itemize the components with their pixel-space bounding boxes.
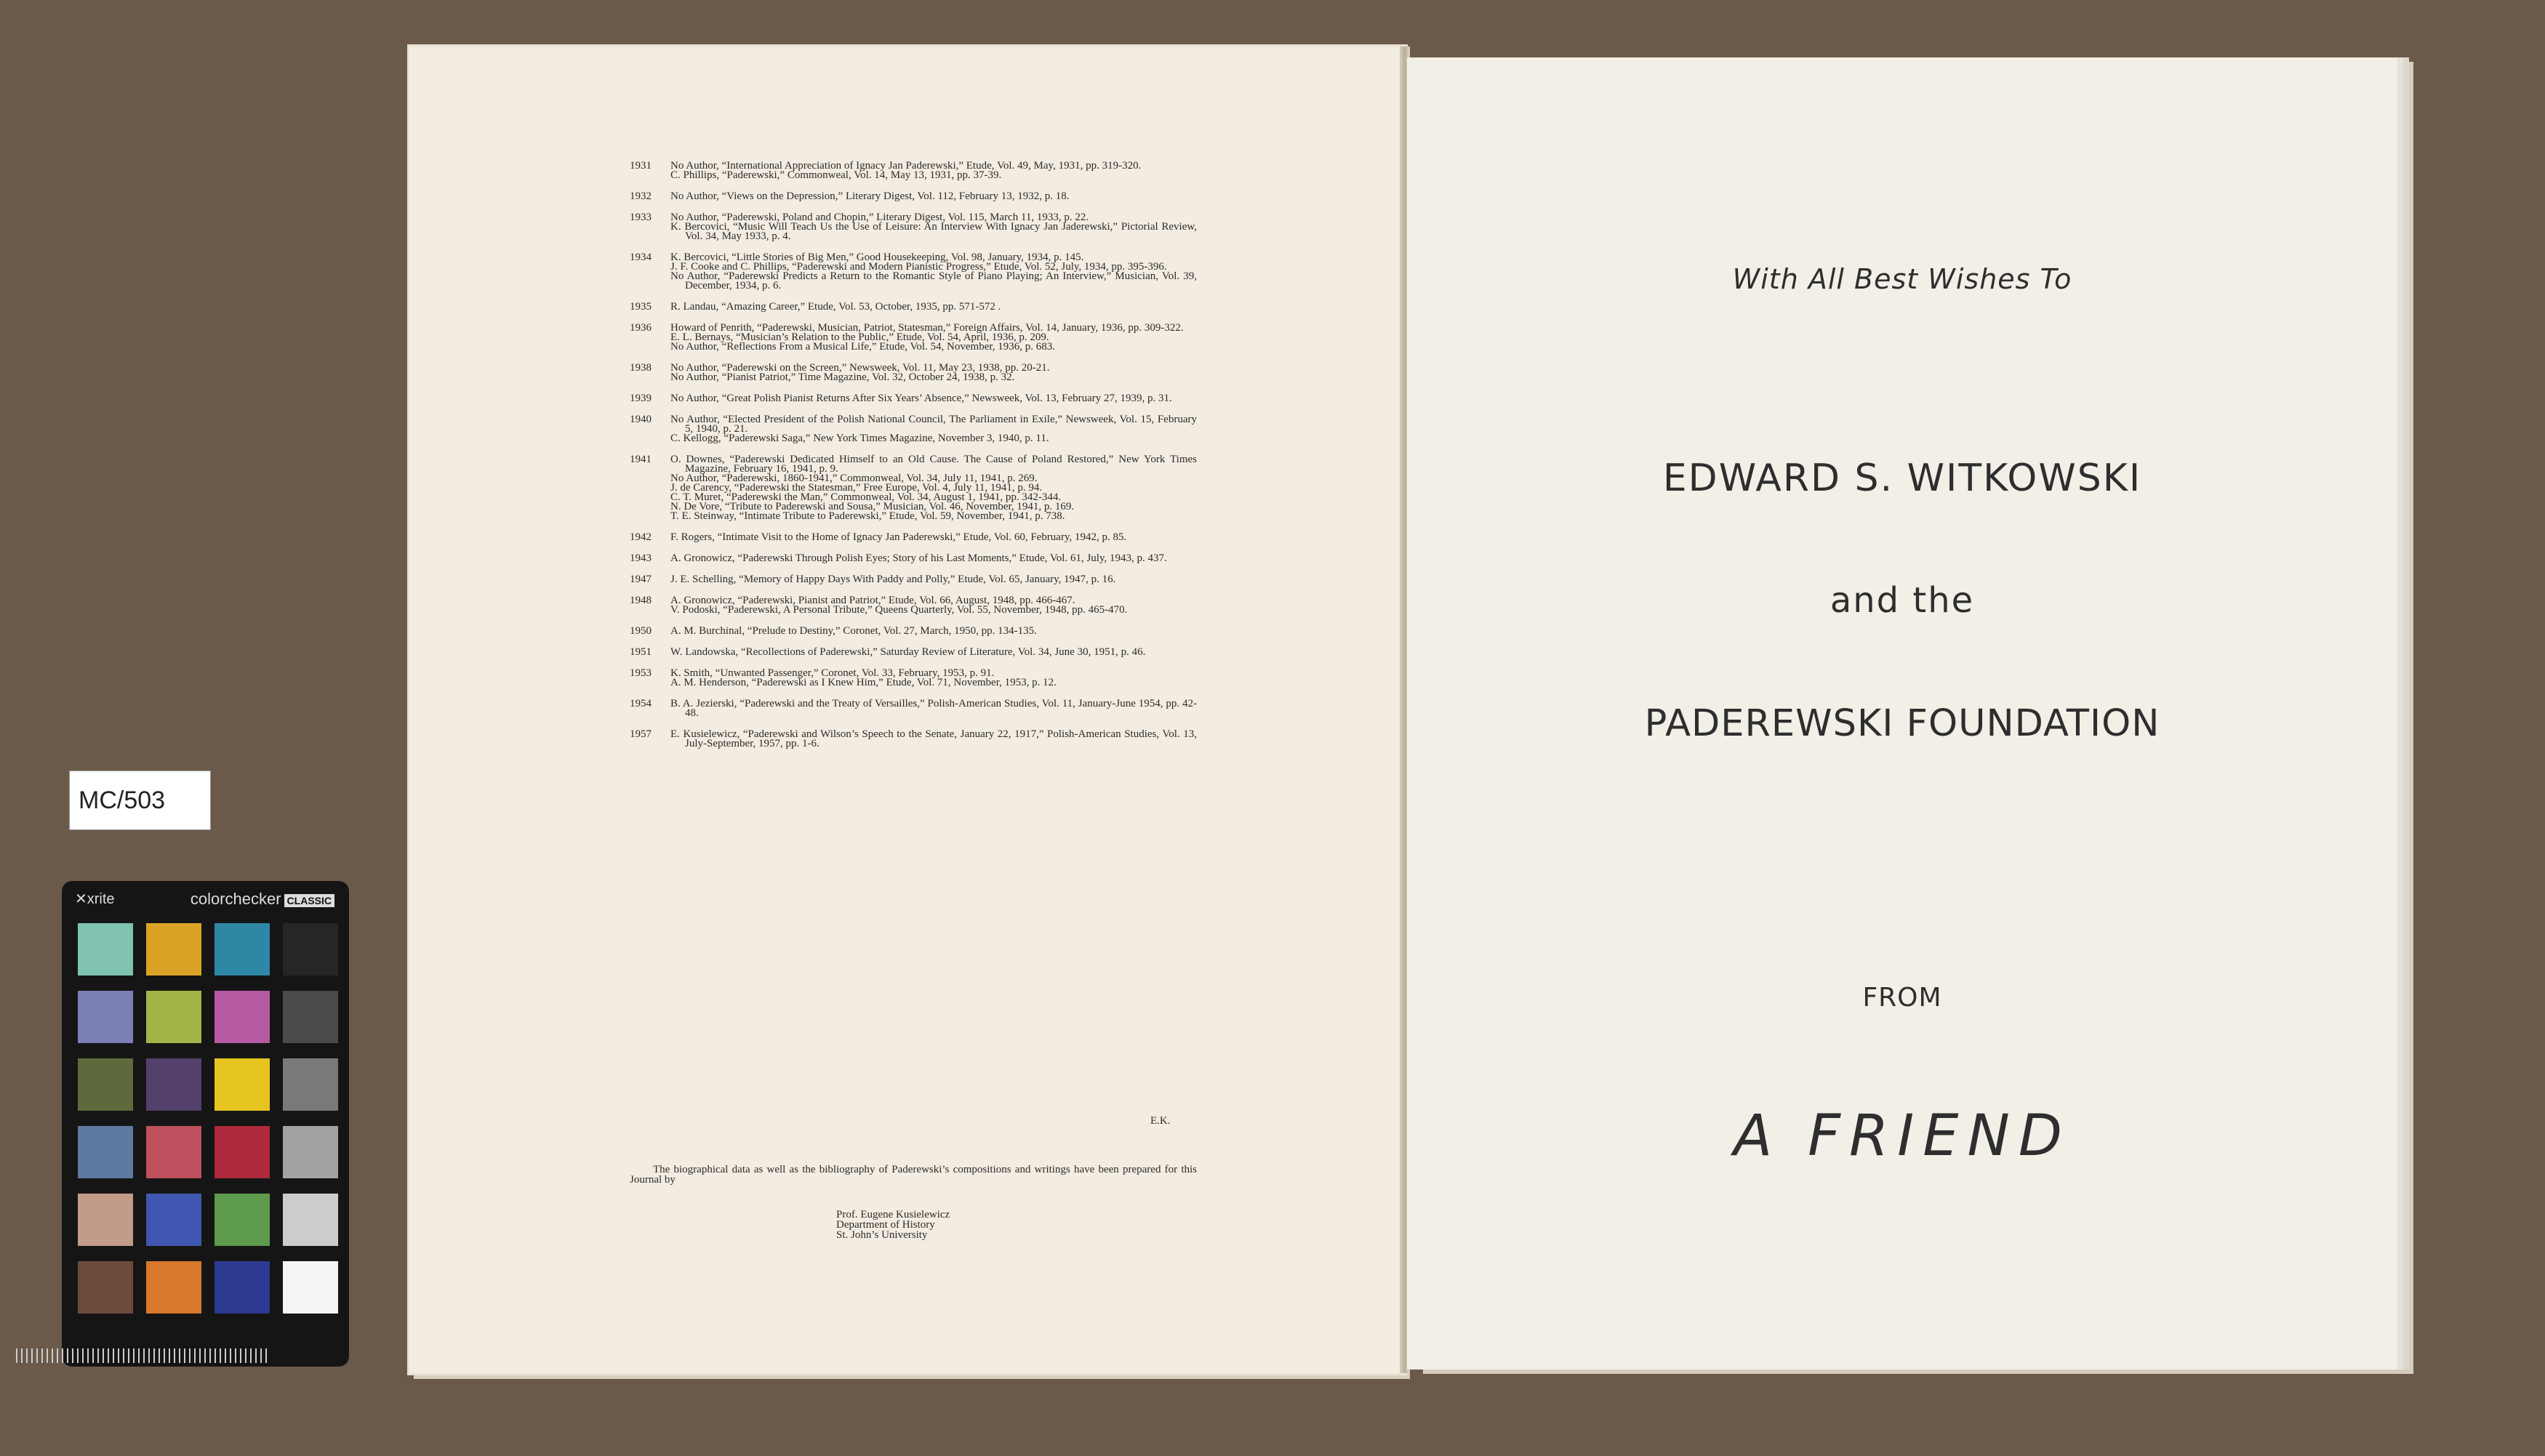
bibliography-list [630,161,1197,760]
bibliography-entry: No Author, “International Appreciation of Ignacy Jan Paderewski,” Etude, Vol. 49, May, 1931, pp. 319-320. [670,160,1142,172]
bibliography-year: 1942 [630,531,652,543]
dedication-foundation: PADEREWSKI FOUNDATION [1644,702,2160,745]
author-initials: E.K. [1150,1115,1171,1127]
bibliography-entry: C. T. Muret, “Paderewski the Man,” Commonweal, Vol. 34, August 1, 1941, pp. 342-344. [670,491,1062,503]
color-patch [283,1261,338,1314]
bibliography-entry: No Author, “Elected President of the Polish National Council, The Parliament in Exile,” Newsweek, Vol. 15, February 5, 1940, p. 21. [670,414,1197,435]
color-checker-card [62,881,349,1367]
bibliography-entry: A. M. Henderson, “Paderewski as I Knew Him,” Etude, Vol. 71, November, 1953, p. 12. [670,677,1057,688]
bibliography-year: 1951 [630,646,652,658]
bibliography-entry: K. Bercovici, “Music Will Teach Us the Use of Leisure: An Interview With Ignacy Jan Jaderewski,” Pictorial Review, Vol. 34, May 1933, p. 4. [670,221,1197,242]
color-patch-grid [78,923,332,1314]
color-patch [146,991,201,1043]
bibliography-entries [670,730,1197,749]
xrite-logo: ✕xrite [75,891,115,907]
bibliography-year-block [630,213,1197,241]
colorchecker-product: colorchecker [190,890,281,908]
bibliography-year-block [630,730,1197,749]
bibliography-entries [670,192,1197,201]
bibliography-year: 1936 [630,322,652,334]
bibliography-entries [670,302,1197,312]
bibliography-entries [670,699,1197,718]
signature-line: Prof. Eugene Kusielewicz [836,1209,950,1220]
bibliography-entry: E. Kusielewicz, “Paderewski and Wilson’s Speech to the Senate, January 22, 1917,” Polish-American Studies, Vol. 13, July-September, 1957, pp. 1-6. [670,728,1197,749]
bibliography-entry: R. Landau, “Amazing Career,” Etude, Vol. 53, October, 1935, pp. 571-572 . [670,301,1001,313]
bibliography-entry: O. Downes, “Paderewski Dedicated Himself to an Old Cause. The Cause of Poland Restored,” New York Times Magazine, February 16, 1941, p. 9. [670,454,1197,475]
bibliography-entry: N. De Vore, “Tribute to Paderewski and Sousa,” Musician, Vol. 46, November, 1941, p. 169. [670,501,1075,512]
bibliography-year-block [630,253,1197,291]
bibliography-entry: No Author, “Views on the Depression,” Literary Digest, Vol. 112, February 13, 1932, p. 18. [670,190,1070,202]
dedication-name: EDWARD S. WITKOWSKI [1662,456,2142,500]
bibliography-year-block [630,533,1197,542]
bibliography-entry: K. Bercovici, “Little Stories of Big Men,” Good Housekeeping, Vol. 98, January, 1934, p. 145. [670,252,1084,263]
dedication-and-the: and the [1829,580,1975,621]
bibliography-entry: C. Phillips, “Paderewski,” Commonweal, Vol. 14, May 13, 1931, pp. 37-39. [670,169,1002,181]
color-patch [146,1126,201,1178]
color-patch [146,1261,201,1314]
bibliography-year-block [630,575,1197,584]
dedication-from: FROM [1862,983,1942,1013]
bibliography-entries [670,575,1197,584]
bibliography-entries [670,455,1197,521]
color-patch [78,1058,133,1111]
bibliography-entry: No Author, “Great Polish Pianist Returns After Six Years’ Absence,” Newsweek, Vol. 13, February 27, 1939, p. 31. [670,393,1172,404]
bibliography-entry: No Author, “Paderewski on the Screen,” Newsweek, Vol. 11, May 23, 1938, pp. 20-21. [670,362,1050,374]
bibliography-entry: Howard of Penrith, “Paderewski, Musician, Patriot, Statesman,” Foreign Affairs, Vol. 14, January, 1936, pp. 309-322. [670,322,1184,334]
bibliography-entries [670,627,1197,636]
bibliography-year-block [630,455,1197,521]
bibliography-year-block [630,394,1197,403]
bibliography-entry: C. Kellogg, “Paderewski Saga,” New York Times Magazine, November 3, 1940, p. 11. [670,433,1049,444]
bibliography-year-block [630,363,1197,382]
color-patch [215,923,270,976]
bibliography-year: 1941 [630,454,652,465]
bibliography-entry: F. Rogers, “Intimate Visit to the Home of Ignacy Jan Paderewski,” Etude, Vol. 60, February, 1942, p. 85. [670,531,1127,543]
color-patch [78,1261,133,1314]
color-patch [283,1194,338,1246]
dedication-friend: A FRIEND [1734,1103,2071,1169]
archive-label: MC/503 [69,771,211,830]
bibliography-year-block [630,554,1197,563]
preparation-note: The biographical data as well as the bibliography of Paderewski’s compositions and writings have been prepared for this Journal by [630,1164,1197,1186]
bibliography-year: 1943 [630,552,652,564]
bibliography-year: 1953 [630,667,652,679]
color-patch [283,991,338,1043]
colorchecker-edition: CLASSIC [284,894,334,907]
bibliography-year-block [630,323,1197,352]
bibliography-year: 1947 [630,574,652,585]
signature-line: Department of History [836,1219,935,1231]
colorchecker-title [191,890,334,909]
bibliography-entries [670,648,1197,657]
bibliography-year-block [630,669,1197,688]
color-patch [146,923,201,976]
mm-ruler [16,1348,270,1363]
bibliography-entry: A. Gronowicz, “Paderewski Through Polish Eyes; Story of his Last Moments,” Etude, Vol. 61, July, 1943, p. 437. [670,552,1167,564]
bibliography-entry: No Author, “Reflections From a Musical Life,” Etude, Vol. 54, November, 1936, p. 683. [670,341,1055,353]
bibliography-year: 1933 [630,212,652,223]
color-patch [283,923,338,976]
bibliography-year: 1934 [630,252,652,263]
bibliography-entries [670,394,1197,403]
bibliography-entry: E. L. Bernays, “Musician’s Relation to the Public,” Etude, Vol. 54, April, 1936, p. 209. [670,331,1049,343]
bibliography-entries [670,213,1197,241]
color-patch [78,991,133,1043]
bibliography-year: 1938 [630,362,652,374]
bibliography-entries [670,323,1197,352]
bibliography-entries [670,253,1197,291]
bibliography-entry: A. M. Burchinal, “Prelude to Destiny,” Coronet, Vol. 27, March, 1950, pp. 134-135. [670,625,1037,637]
bibliography-year: 1932 [630,190,652,202]
bibliography-year: 1935 [630,301,652,313]
bibliography-year: 1948 [630,595,652,606]
bibliography-entries [670,554,1197,563]
bibliography-entry: A. Gronowicz, “Paderewski, Pianist and Patriot,” Etude, Vol. 66, August, 1948, pp. 466-467. [670,595,1075,606]
bibliography-year: 1957 [630,728,652,740]
bibliography-entries [670,363,1197,382]
color-patch [78,1126,133,1178]
bibliography-entry: No Author, “Pianist Patriot,” Time Magazine, Vol. 32, October 24, 1938, p. 32. [670,371,1015,383]
bibliography-year: 1939 [630,393,652,404]
color-patch [146,1058,201,1111]
bibliography-entry: V. Podoski, “Paderewski, A Personal Tribute,” Queens Quarterly, Vol. 55, November, 1948, pp. 465-470. [670,604,1128,616]
bibliography-entry: J. F. Cooke and C. Phillips, “Paderewski and Modern Pianistic Progress,” Etude, Vol. 52, July, 1934, pp. 395-396. [670,261,1167,273]
bibliography-entry: No Author, “Paderewski, Poland and Chopin,” Literary Digest, Vol. 115, March 11, 1933, p. 22. [670,212,1089,223]
bibliography-year-block [630,302,1197,312]
bibliography-year-block [630,699,1197,718]
color-patch [215,1058,270,1111]
bibliography-entries [670,161,1197,180]
color-patch [78,923,133,976]
bibliography-entry: K. Smith, “Unwanted Passenger,” Coronet, Vol. 33, February, 1953, p. 91. [670,667,995,679]
bibliography-entry: No Author, “Paderewski Predicts a Return to the Romantic Style of Piano Playing; An Interview,” Musician, Vol. 39, December, 1934, p. 6. [670,270,1197,291]
color-patch [78,1194,133,1246]
bibliography-entries [670,533,1197,542]
bibliography-entry: W. Landowska, “Recollections of Paderewski,” Saturday Review of Literature, Vol. 34, June 30, 1951, p. 46. [670,646,1146,658]
bibliography-entries [670,669,1197,688]
bibliography-year: 1940 [630,414,652,425]
bibliography-entry: T. E. Steinway, “Intimate Tribute to Paderewski,” Etude, Vol. 59, November, 1941, p. 738. [670,510,1065,522]
bibliography-entry: J. E. Schelling, “Memory of Happy Days With Paddy and Polly,” Etude, Vol. 65, January, 1947, p. 16. [670,574,1116,585]
bibliography-entries [670,596,1197,615]
signature-block [836,1210,950,1240]
color-patch [146,1194,201,1246]
bibliography-entry: B. A. Jezierski, “Paderewski and the Treaty of Versailles,” Polish-American Studies, Vol. 11, January-June 1954, pp. 42-48. [670,698,1197,719]
dedication-wishes: With All Best Wishes To [1732,263,2072,295]
bibliography-year-block [630,192,1197,201]
bibliography-entry: J. de Carency, “Paderewski the Statesman,” Free Europe, Vol. 4, July 11, 1941, p. 94. [670,482,1043,494]
color-patch [215,1261,270,1314]
signature-line: St. John’s University [836,1229,928,1241]
bibliography-year: 1950 [630,625,652,637]
color-patch [283,1058,338,1111]
bibliography-year: 1954 [630,698,652,709]
bibliography-year-block [630,415,1197,443]
color-patch [215,1194,270,1246]
color-patch [283,1126,338,1178]
bibliography-year: 1931 [630,160,652,172]
color-patch [215,991,270,1043]
color-patch [215,1126,270,1178]
bibliography-year-block [630,161,1197,180]
bibliography-year-block [630,648,1197,657]
bibliography-year-block [630,596,1197,615]
bibliography-entry: No Author, “Paderewski, 1860-1941,” Commonweal, Vol. 34, July 11, 1941, p. 269. [670,472,1038,484]
bibliography-year-block [630,627,1197,636]
bibliography-entries [670,415,1197,443]
